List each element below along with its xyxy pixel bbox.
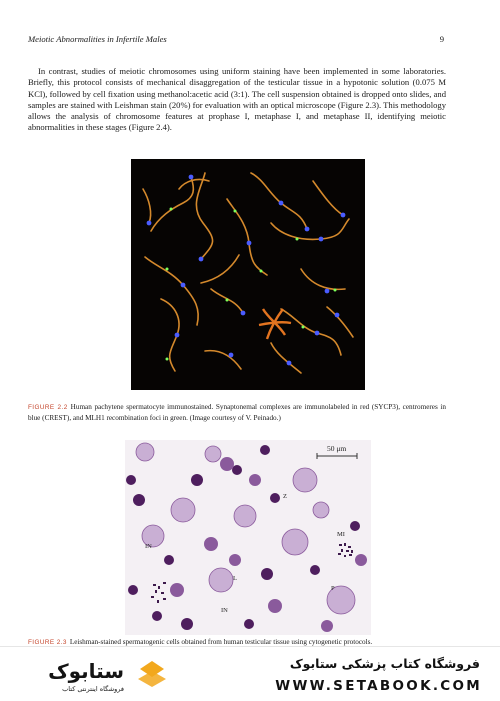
figure-2-2-micrograph bbox=[131, 159, 365, 390]
cell-label-z: Z bbox=[283, 493, 287, 500]
store-url-link[interactable]: WWW.SETABOOK.COM bbox=[275, 678, 482, 694]
cell bbox=[321, 620, 333, 632]
cell bbox=[234, 505, 256, 527]
synaptonemal-complex bbox=[151, 177, 193, 231]
figure-2-2-label: FIGURE 2.2 bbox=[28, 404, 68, 411]
synaptonemal-complex bbox=[145, 257, 198, 325]
cell bbox=[268, 599, 282, 613]
body-paragraph: In contrast, studies of meiotic chromosomes using uniform staining have been implemented in some laboratories. Briefly, this protocol consists of mechanical disaggregation of the testicular tissue in a hypotonic solution (0.075 M KCl), followed by cell fixation using methanol:acetic acid (3:1). The cell suspension obtained is dropped onto slides, and samples are stained with Leishman stain (20%) for evaluation with an optical microscope (Figure 2.3). This methodology allows the analysis of chromosome features at prophase I, metaphase I, and metaphase II, identifying meiotic abnormalities in these stages (Figure 2.4). bbox=[28, 66, 446, 133]
cell bbox=[270, 493, 280, 503]
synaptonemal-complex bbox=[205, 351, 241, 369]
store-banner bbox=[0, 646, 500, 701]
cell bbox=[310, 565, 320, 575]
cell bbox=[126, 475, 136, 485]
store-name: فروشگاه کتاب پزشکی ستابوک bbox=[289, 656, 480, 671]
page-number: 9 bbox=[439, 34, 444, 44]
figure-2-3-micrograph bbox=[125, 440, 371, 635]
synaptonemal-complex bbox=[271, 219, 349, 239]
synaptonemal-complex bbox=[143, 189, 151, 223]
cell-label-in: IN bbox=[145, 543, 152, 550]
cell bbox=[249, 474, 261, 486]
cell bbox=[136, 443, 154, 461]
xy-body bbox=[259, 309, 291, 339]
scale-bar-label: 50 μm bbox=[327, 444, 347, 453]
cell bbox=[282, 529, 308, 555]
logo-subtext: فروشگاه اینترنتی کتاب bbox=[62, 685, 124, 693]
cell bbox=[293, 468, 317, 492]
logo-wordmark: ستابوک bbox=[48, 659, 124, 683]
figure-2-3-label: FIGURE 2.3 bbox=[28, 639, 67, 646]
cell bbox=[181, 618, 193, 630]
synaptonemal-complex bbox=[271, 343, 301, 373]
figure-2-2-caption bbox=[28, 402, 446, 423]
cell bbox=[261, 568, 273, 580]
cell bbox=[205, 446, 221, 462]
scale-bar bbox=[317, 444, 357, 459]
setabook-logo[interactable] bbox=[8, 653, 178, 697]
cell bbox=[170, 583, 184, 597]
synaptonemal-complex bbox=[196, 173, 212, 259]
cell bbox=[152, 611, 162, 621]
cell bbox=[350, 521, 360, 531]
cell-label-mi: MI bbox=[337, 531, 345, 538]
synaptonemal-complex bbox=[327, 307, 353, 337]
synaptonemal-complex bbox=[281, 309, 341, 355]
cell-label-p: P bbox=[331, 585, 335, 592]
cell bbox=[229, 554, 241, 566]
cell bbox=[204, 537, 218, 551]
cell bbox=[128, 585, 138, 595]
figure-2-2-caption-text: Human pachytene spermatocyte immunostained. Synaptonemal complexes are immunolabeled in red (SYCP3), centromeres in blue (CREST), and MLH1 recombination foci in green. (Image courtesy of V. Peinado.) bbox=[28, 403, 447, 422]
cell bbox=[171, 498, 195, 522]
cell bbox=[209, 568, 233, 592]
synaptonemal-complex bbox=[301, 269, 345, 289]
running-title: Meiotic Abnormalities in Infertile Males bbox=[28, 34, 167, 44]
synaptonemal-complex bbox=[251, 173, 307, 229]
synaptonemal-complex bbox=[313, 181, 343, 215]
synaptonemal-complex bbox=[201, 255, 239, 283]
cell-label-l: L bbox=[233, 575, 237, 582]
cell bbox=[133, 494, 145, 506]
cell bbox=[313, 502, 329, 518]
cell bbox=[164, 555, 174, 565]
cell bbox=[220, 457, 234, 471]
cell bbox=[260, 445, 270, 455]
figure-2-3-caption-text: Leishman-stained spermatogenic cells obtained from human testicular tissue using cytogenetic protocols. bbox=[69, 638, 373, 646]
cell-label-in-2: IN bbox=[221, 607, 228, 614]
running-header bbox=[28, 34, 444, 48]
cell bbox=[244, 619, 254, 629]
cell bbox=[355, 554, 367, 566]
cell bbox=[191, 474, 203, 486]
